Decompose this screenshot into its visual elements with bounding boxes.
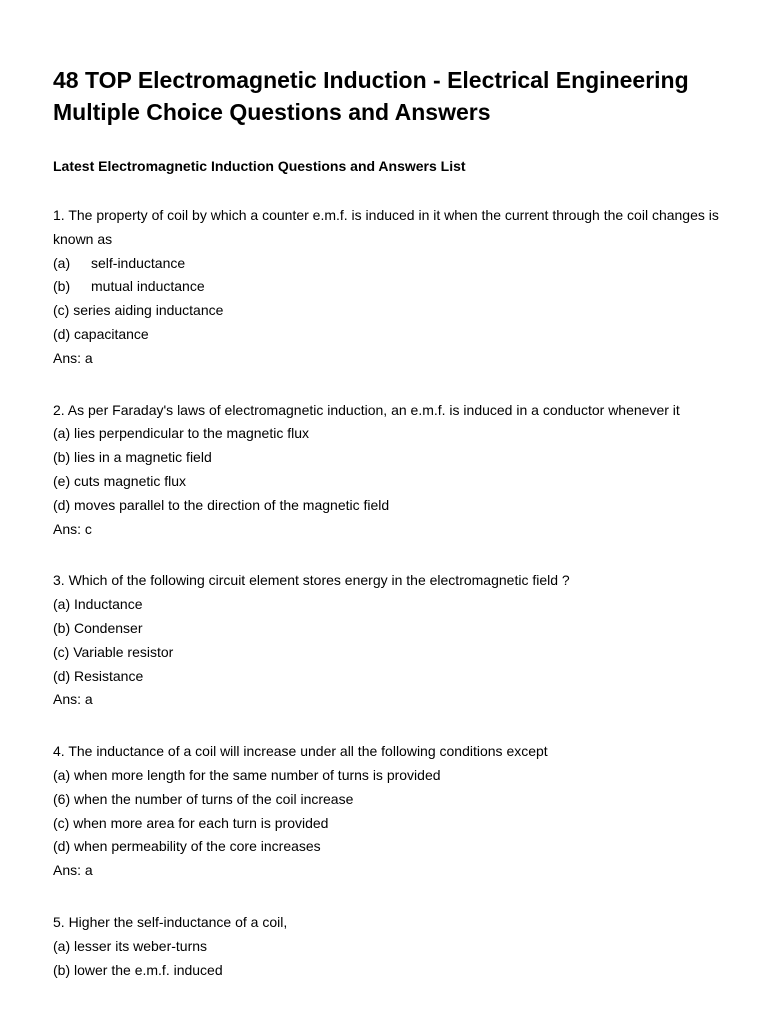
option-text: self-inductance: [91, 254, 186, 271]
question-2: [53, 399, 733, 542]
option-c: (c) series aiding inductance: [53, 302, 224, 319]
question-1: [53, 204, 733, 371]
option-text: mutual inductance: [91, 278, 205, 295]
option-a: (a) Inductance: [53, 596, 143, 613]
question-5: [53, 911, 733, 982]
answer-line: Ans: a: [53, 691, 93, 708]
option-b: (b) Condenser: [53, 619, 143, 636]
option-c: (e) cuts magnetic flux: [53, 472, 187, 489]
option-d: (d) moves parallel to the direction of the magnetic field: [53, 496, 390, 513]
question-text: 3. Which of the following circuit element stores energy in the electromagnetic field ?: [53, 572, 570, 589]
option-a: (a) lesser its weber-turns: [53, 937, 208, 954]
question-text: 1. The property of coil by which a counter e.m.f. is induced in it when the current through the coil changes is known as: [53, 207, 719, 247]
option-b: [53, 275, 733, 299]
question-3: [53, 569, 733, 712]
option-d: (d) when permeability of the core increases: [53, 838, 321, 855]
option-b: (6) when the number of turns of the coil increase: [53, 790, 354, 807]
option-a: (a) lies perpendicular to the magnetic flux: [53, 425, 310, 442]
answer-line: Ans: a: [53, 349, 93, 366]
answer-line: Ans: c: [53, 520, 92, 537]
page-subtitle: Latest Electromagnetic Induction Questions and Answers List: [53, 158, 466, 174]
option-b: (b) lies in a magnetic field: [53, 449, 212, 466]
option-b: (b) lower the e.m.f. induced: [53, 961, 223, 978]
option-label: (b): [53, 278, 71, 295]
option-label: (a): [53, 254, 71, 271]
answer-line: Ans: a: [53, 862, 93, 879]
question-text: 4. The inductance of a coil will increase under all the following conditions except: [53, 743, 548, 760]
question-4: [53, 740, 733, 883]
question-text: 2. As per Faraday's laws of electromagnetic induction, an e.m.f. is induced in a conductor whenever it: [53, 401, 680, 418]
option-d: (d) Resistance: [53, 667, 144, 684]
option-d: (d) capacitance: [53, 325, 149, 342]
option-a: [53, 252, 733, 276]
option-c: (c) when more area for each turn is provided: [53, 814, 329, 831]
page-title: 48 TOP Electromagnetic Induction - Electrical Engineering Multiple Choice Questions and Answers: [53, 67, 689, 125]
option-c: (c) Variable resistor: [53, 643, 174, 660]
option-a: (a) when more length for the same number of turns is provided: [53, 766, 441, 783]
question-text: 5. Higher the self-inductance of a coil,: [53, 913, 288, 930]
